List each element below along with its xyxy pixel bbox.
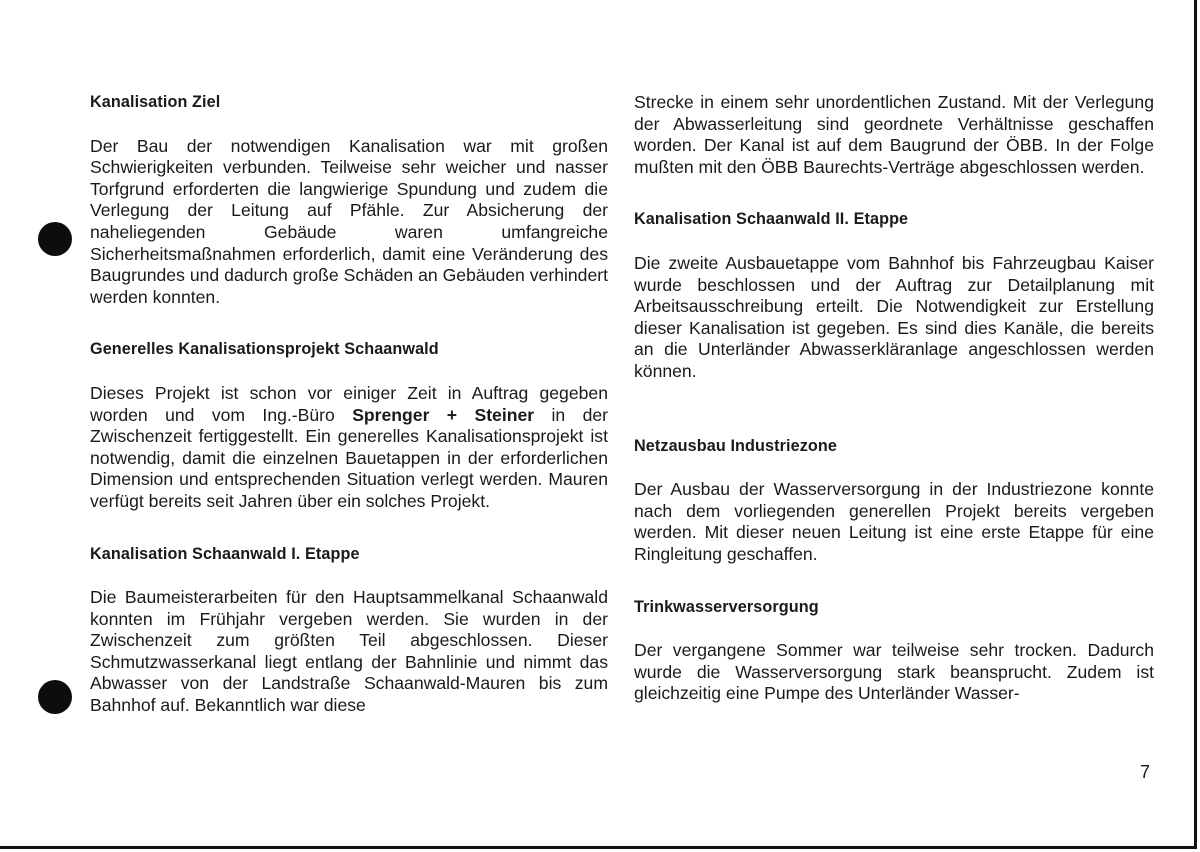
section-text-netzausbau: Der Ausbau der Wasserversorgung in der Industriezone konnte nach dem vorliegenden generellen Projekt bereits vergeben werden. Mit dieser neuen Leitung ist eine erste Etappe für eine Ringleitung geschaffen. — [634, 479, 1154, 564]
right-column — [634, 92, 1154, 705]
section-text-etappe-2: Die zweite Ausbauetappe vom Bahnhof bis Fahrzeugbau Kaiser wurde beschlossen und der Auftrag zur Detailplanung mit Arbeitsausschreibung erteilt. Die Notwendigkeit zur Erstellung dieser Kanalisation ist gegeben. Es sind dies Kanäle, die bereits an die Unterländer Abwasserkläranlage angeschlossen werden können. — [634, 252, 1154, 381]
section-text-etappe-1: Die Baumeisterarbeiten für den Hauptsammelkanal Schaanwald konnten im Frühjahr vergeben werden. Sie wurden in der Zwischenzeit zum größten Teil abgeschlossen. Dieser Schmutzwasserkanal liegt entlang der Bahnlinie und nimmt das Abwasser von der Landstraße Schaanwald-Mauren bis zum Bahnhof auf. Bekanntlich war diese — [90, 587, 608, 716]
section-text-generelles-projekt — [90, 383, 608, 513]
section-text-trinkwasser: Der vergangene Sommer war teilweise sehr trocken. Dadurch wurde die Wasserversorgung stark beansprucht. Zudem ist gleichzeitig eine Pumpe des Unterländer Wasser- — [634, 640, 1154, 704]
section-text-kanalisation-ziel: Der Bau der notwendigen Kanalisation war mit großen Schwierigkeiten verbunden. Teilweise sehr weicher und nasser Torfgrund erforderten die langwierige Spundung und zudem die Verlegung der Leitung auf Pfähle. Zur Absicherung der naheliegenden Gebäude waren umfangreiche Sicherheitsmaßnahmen erforderlich, damit eine Veränderung des Baugrundes und dadurch große Schäden an Gebäuden verhindert werden konnten. — [90, 135, 608, 307]
text-after-firm: in der Zwischenzeit fertiggestellt. Ein generelles Kanalisationsprojekt ist notwendig, damit die einzelnen Bauetappen in der erforderlichen Dimension und entsprechenden Situation verlegt werden. Mauren verfügt bereits seit Jahren über ein solches Projekt. — [90, 404, 608, 511]
section-heading-etappe-2: Kanalisation Schaanwald II. Etappe — [634, 210, 909, 229]
section-heading-generelles-projekt: Generelles Kanalisationsprojekt Schaanwald — [90, 340, 439, 359]
firm-name: Sprenger + Steiner — [352, 404, 535, 425]
section-heading-kanalisation-ziel: Kanalisation Ziel — [90, 93, 221, 111]
page-number: 7 — [1140, 762, 1151, 782]
binder-hole-top — [38, 222, 72, 256]
section-heading-etappe-1: Kanalisation Schaanwald I. Etappe — [90, 544, 360, 563]
continuation-text: Strecke in einem sehr unordentlichen Zustand. Mit der Verlegung der Abwasserleitung sind geordnete Verhältnisse geschaffen worden. Der Kanal ist auf dem Baugrund der ÖBB. In der Folge mußten mit den ÖBB Baurechts-Verträge abgeschlossen werden. — [634, 92, 1154, 177]
left-column — [90, 92, 608, 717]
text-before-firm: Dieses Projekt ist schon vor einiger Zeit in Auftrag gegeben worden und vom Ing.-Büro — [90, 382, 608, 425]
section-heading-netzausbau: Netzausbau Industriezone — [634, 436, 837, 455]
binder-hole-bottom — [38, 680, 72, 714]
section-heading-trinkwasser: Trinkwasserversorgung — [634, 597, 819, 616]
